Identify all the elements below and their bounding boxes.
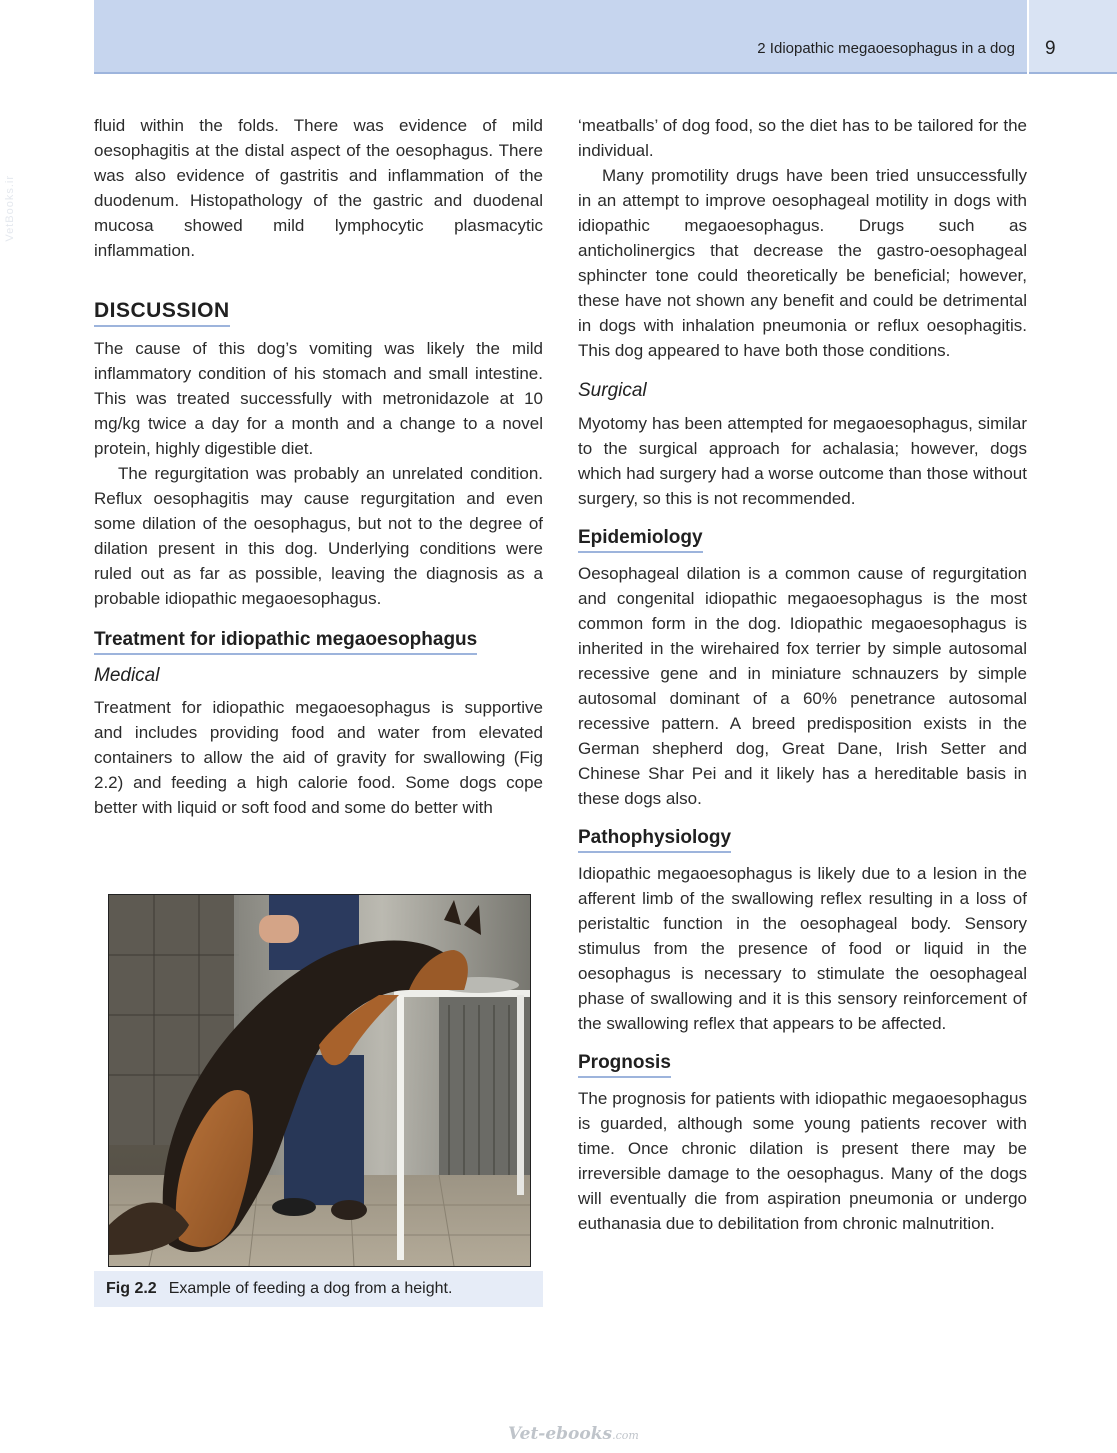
- intro-paragraph: fluid within the folds. There was evidence of mild oesophagitis at the distal aspect of the oesophagus. There was also evidence of gastritis and inflammation of the duodenum. Histopathology of the gastric and duodenal mucosa showed mild lymphocytic plasmacytic inflammation.: [94, 116, 543, 260]
- epidemiology-paragraph: Oesophageal dilation is a common cause of regurgitation and congenital idiopathic megaoesophagus is the most common form in the dog. Idiopathic megaoesophagus is inherited in the wirehaired fox terrier by simple autosomal recessive gene and in miniature schnauzers by simple autosomal dominant of a 60% penetrance autosomal recessive pattern. A breed predisposition exists in the German shepherd dog, Great Dane, Irish Setter and Chinese Shar Pei and it likely has a hereditable basis in these dogs also.: [578, 564, 1027, 808]
- medical-paragraph-1: Treatment for idiopathic megaoesophagus is supportive and includes providing food and water from elevated containers to allow the aid of gravity for swallowing (Fig 2.2) and feeding a high calorie food. Some dogs cope better with liquid or soft food and some do better with: [94, 698, 543, 817]
- surgical-subheading: Surgical: [578, 380, 647, 401]
- footer-watermark-suffix: .com: [612, 1429, 639, 1442]
- page-number: 9: [1045, 38, 1056, 59]
- pathophysiology-heading: Pathophysiology: [578, 827, 731, 853]
- medical-paragraph-1-continued: ‘meatballs’ of dog food, so the diet has to be tailored for the individual.: [578, 116, 1027, 160]
- medical-paragraph-2: Many promotility drugs have been tried unsuccessfully in an attempt to improve oesophageal motility in dogs with idiopathic megaoesophagus. Drugs such as anticholinergics that decrease the gastro-oesophageal sphincter tone could theoretically be beneficial; however, these have not shown any benefit and could be detrimental in dogs with inhalation pneumonia or reflux oesophagitis. This dog appeared to have both those conditions.: [578, 166, 1027, 360]
- figure-photo: [108, 894, 531, 1267]
- prognosis-heading: Prognosis: [578, 1052, 671, 1078]
- figure-caption-text: Example of feeding a dog from a height.: [168, 1280, 453, 1297]
- header-band: [94, 0, 1027, 74]
- right-column: [578, 113, 1027, 1236]
- prognosis-paragraph: The prognosis for patients with idiopathic megaoesophagus is guarded, although some young patients recover with time. Once chronic dilation is present there may be irreversible damage to the oesophagus. Many of the dogs will eventually die from aspiration pneumonia or undergo euthanasia due to debilitation from chronic malnutrition.: [578, 1089, 1027, 1233]
- figure-caption: [94, 1271, 543, 1307]
- surgical-paragraph: Myotomy has been attempted for megaoesophagus, similar to the surgical approach for achalasia; however, dogs which had surgery had a worse outcome than those without surgery, so this is not recommended.: [578, 414, 1027, 508]
- side-watermark: VetBooks.ir: [4, 175, 16, 242]
- running-head: 2 Idiopathic megaoesophagus in a dog: [757, 40, 1015, 57]
- medical-subheading: Medical: [94, 665, 160, 686]
- figure-label: Fig 2.2: [106, 1280, 157, 1297]
- discussion-paragraph-2: The regurgitation was probably an unrelated condition. Reflux oesophagitis may cause regurgitation and even some dilation of the oesophagus, but not to the degree of dilation present in this dog. Underlying conditions were ruled out as far as possible, leaving the diagnosis as a probable idiopathic megaoesophagus.: [94, 464, 543, 608]
- header-page-tab: [1029, 0, 1117, 74]
- footer-watermark-text: Vet-ebooks: [508, 1424, 613, 1444]
- pathophysiology-paragraph: Idiopathic megaoesophagus is likely due to a lesion in the afferent limb of the swallowing reflex resulting in a loss of peristaltic function in the oesophageal body. Sensory stimulus from the presence of food or liquid in the oesophagus is necessary to stimulate the oesophageal phase of swallowing and it is this sensory reinforcement of the swallowing reflex that appears to be affected.: [578, 864, 1027, 1033]
- discussion-paragraph-1: The cause of this dog’s vomiting was likely the mild inflammatory condition of his stomach and small intestine. This was treated successfully with metronidazole at 10 mg/kg twice a day for a month and a change to a novel protein, highly digestible diet.: [94, 339, 543, 458]
- footer-watermark-logo: [508, 1424, 639, 1444]
- discussion-heading: DISCUSSION: [94, 299, 230, 327]
- epidemiology-heading: Epidemiology: [578, 527, 703, 553]
- left-column: [94, 113, 543, 820]
- treatment-heading: Treatment for idiopathic megaoesophagus: [94, 629, 477, 655]
